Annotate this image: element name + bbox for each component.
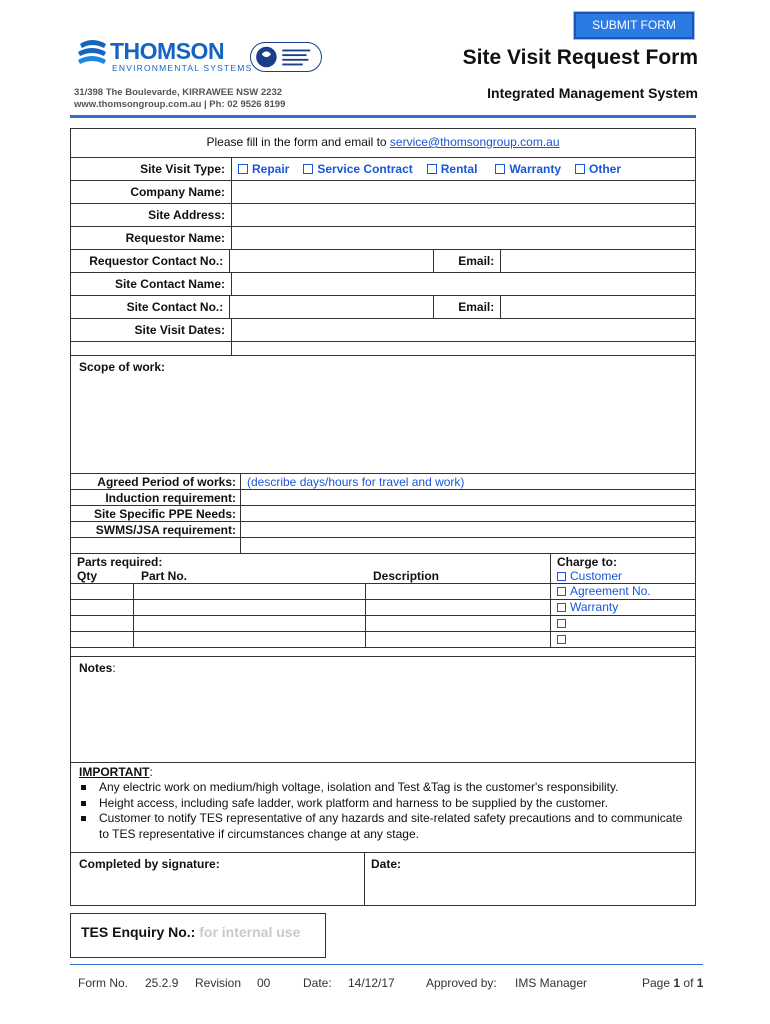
- parts-spacer: [71, 648, 695, 657]
- type-warranty-checkbox[interactable]: Warranty: [495, 158, 561, 180]
- part-no-header: Part No.: [141, 569, 188, 583]
- important-notice: [71, 763, 695, 853]
- approved-value: IMS Manager: [515, 976, 588, 990]
- company-name-label: Company Name:: [71, 181, 232, 203]
- site-visit-dates-row: [71, 319, 695, 342]
- revision-value: 00: [257, 976, 271, 990]
- scope-of-work-field[interactable]: [71, 356, 695, 474]
- company-name-field[interactable]: [232, 181, 695, 203]
- induction-label: Induction requirement:: [71, 490, 241, 505]
- agreed-blank-label: [71, 538, 241, 553]
- date-footer-label: Date:: [303, 976, 332, 990]
- requestor-email-field[interactable]: [500, 250, 695, 272]
- signature-row: [71, 853, 695, 905]
- site-visit-type-label: Site Visit Type:: [71, 158, 232, 180]
- logo-tagline: ENVIRONMENTAL SYSTEMS: [112, 63, 253, 73]
- tes-enquiry-hint[interactable]: for internal use: [199, 924, 301, 940]
- form-no-label: Form No.: [78, 976, 129, 990]
- ppe-row: [71, 506, 695, 522]
- submit-form-button[interactable]: SUBMIT FORM: [574, 12, 694, 39]
- charge-blank-checkbox[interactable]: [551, 632, 695, 647]
- important-colon: :: [149, 765, 153, 779]
- site-contact-no-label: Site Contact No.:: [71, 296, 230, 318]
- footer-divider: [70, 964, 703, 965]
- parts-header-right: [551, 554, 695, 583]
- important-item: Customer to notify TES representative of any hazards and site-related safety precautions and to communicate to TES representative if circumstances change at any stage.: [79, 811, 687, 842]
- swms-row: [71, 522, 695, 538]
- header-divider: [70, 115, 696, 118]
- site-address-field[interactable]: [232, 204, 695, 226]
- company-address: 31/398 The Boulevarde, KIRRAWEE NSW 2232 www.thomsongroup.com.au | Ph: 02 9526 8199: [74, 87, 286, 110]
- site-contact-name-label: Site Contact Name:: [71, 273, 232, 295]
- date-footer-value: 14/12/17: [348, 976, 395, 990]
- ppe-field[interactable]: [241, 506, 695, 521]
- important-item: Height access, including safe ladder, work platform and harness to be supplied by the customer.: [79, 796, 687, 812]
- blank-label: [71, 342, 232, 355]
- charge-warranty-checkbox[interactable]: Warranty: [551, 600, 695, 615]
- scope-of-work-label: Scope of work:: [79, 360, 166, 374]
- tes-enquiry-label: TES Enquiry No.:: [81, 924, 200, 940]
- logo-wordmark: THOMSON: [110, 38, 225, 64]
- type-other-checkbox[interactable]: Other: [575, 158, 621, 180]
- agreed-period-row: [71, 474, 695, 490]
- part-no-cell[interactable]: [134, 600, 366, 615]
- site-visit-dates-field[interactable]: [232, 319, 695, 341]
- description-cell[interactable]: [366, 632, 551, 647]
- charge-to-label: Charge to:: [557, 555, 617, 569]
- qty-cell[interactable]: [71, 584, 134, 599]
- charge-customer-checkbox[interactable]: Customer: [557, 569, 689, 583]
- site-contact-no-row: [71, 296, 695, 319]
- site-address-row: [71, 204, 695, 227]
- site-contact-name-field[interactable]: [232, 273, 695, 295]
- type-repair-checkbox[interactable]: Repair: [238, 158, 289, 180]
- induction-row: [71, 490, 695, 506]
- site-visit-type-row: [71, 158, 695, 181]
- notes-field[interactable]: [71, 657, 695, 763]
- part-no-cell[interactable]: [134, 584, 366, 599]
- site-visit-dates-label: Site Visit Dates:: [71, 319, 232, 341]
- swms-label: SWMS/JSA requirement:: [71, 522, 241, 537]
- important-list: [79, 780, 687, 842]
- charge-agreement-checkbox[interactable]: Agreement No.: [551, 584, 695, 599]
- qty-cell[interactable]: [71, 600, 134, 615]
- parts-row: [71, 584, 695, 600]
- signature-label: Completed by signature:: [79, 857, 220, 871]
- request-form: [70, 128, 696, 906]
- date-field[interactable]: [365, 853, 695, 905]
- part-no-cell[interactable]: [134, 632, 366, 647]
- page-subtitle: Integrated Management System: [487, 85, 698, 101]
- important-heading: IMPORTANT: [79, 765, 150, 779]
- description-header: Description: [373, 569, 440, 583]
- approved-label: Approved by:: [426, 976, 497, 990]
- qty-cell[interactable]: [71, 632, 134, 647]
- form-intro: Please fill in the form and email to service@thomsongroup.com.au: [71, 129, 695, 158]
- requestor-name-row: [71, 227, 695, 250]
- site-contact-name-row: [71, 273, 695, 296]
- type-service-contract-checkbox[interactable]: Service Contract: [303, 158, 412, 180]
- agreed-blank-field[interactable]: [241, 538, 695, 553]
- notes-label: Notes: [79, 661, 113, 675]
- requestor-contact-label: Requestor Contact No.:: [71, 250, 230, 272]
- part-no-cell[interactable]: [134, 616, 366, 631]
- blank-row: [71, 342, 695, 356]
- company-name-row: [71, 181, 695, 204]
- requestor-email-label: Email:: [433, 250, 500, 272]
- agreed-period-label: Agreed Period of works:: [71, 474, 241, 489]
- agreed-blank-row: [71, 538, 695, 554]
- charge-blank-checkbox[interactable]: [551, 616, 695, 631]
- parts-row: [71, 632, 695, 648]
- parts-header: [71, 554, 695, 584]
- requestor-contact-row: [71, 250, 695, 273]
- swms-field[interactable]: [241, 522, 695, 537]
- parts-row: [71, 600, 695, 616]
- important-item: Any electric work on medium/high voltage, isolation and Test &Tag is the customer's responsibility.: [79, 780, 687, 796]
- type-rental-checkbox[interactable]: Rental: [427, 158, 478, 180]
- ppe-label: Site Specific PPE Needs:: [71, 506, 241, 521]
- signature-field[interactable]: [71, 853, 365, 905]
- notes-colon: :: [112, 661, 116, 675]
- description-cell[interactable]: [366, 584, 551, 599]
- description-cell[interactable]: [366, 600, 551, 615]
- induction-field[interactable]: [241, 490, 695, 505]
- date-label: Date:: [371, 857, 402, 871]
- certification-seal-icon: [250, 42, 322, 72]
- qty-header: Qty: [77, 569, 98, 583]
- form-no-value: 25.2.9: [145, 976, 179, 990]
- site-contact-email-field[interactable]: [500, 296, 695, 318]
- description-cell[interactable]: [366, 616, 551, 631]
- site-contact-email-label: Email:: [433, 296, 500, 318]
- requestor-name-label: Requestor Name:: [71, 227, 232, 249]
- page-title: Site Visit Request Form: [462, 46, 698, 69]
- revision-label: Revision: [195, 976, 242, 990]
- thomson-logo-mark-icon: [76, 38, 108, 72]
- site-contact-no-field[interactable]: [230, 296, 433, 318]
- parts-header-left: [71, 554, 551, 583]
- tes-enquiry-box: [70, 913, 326, 958]
- qty-cell[interactable]: [71, 616, 134, 631]
- site-visit-type-options: [232, 158, 695, 180]
- service-email-link[interactable]: service@thomsongroup.com.au: [389, 135, 560, 149]
- agreed-period-field[interactable]: (describe days/hours for travel and work): [247, 475, 465, 489]
- requestor-contact-field[interactable]: [230, 250, 433, 272]
- site-address-label: Site Address:: [71, 204, 232, 226]
- requestor-name-field[interactable]: [232, 227, 695, 249]
- parts-row: [71, 616, 695, 632]
- parts-required-label: Parts required:: [77, 555, 163, 569]
- page-indicator: Page 1 of 1: [642, 976, 704, 990]
